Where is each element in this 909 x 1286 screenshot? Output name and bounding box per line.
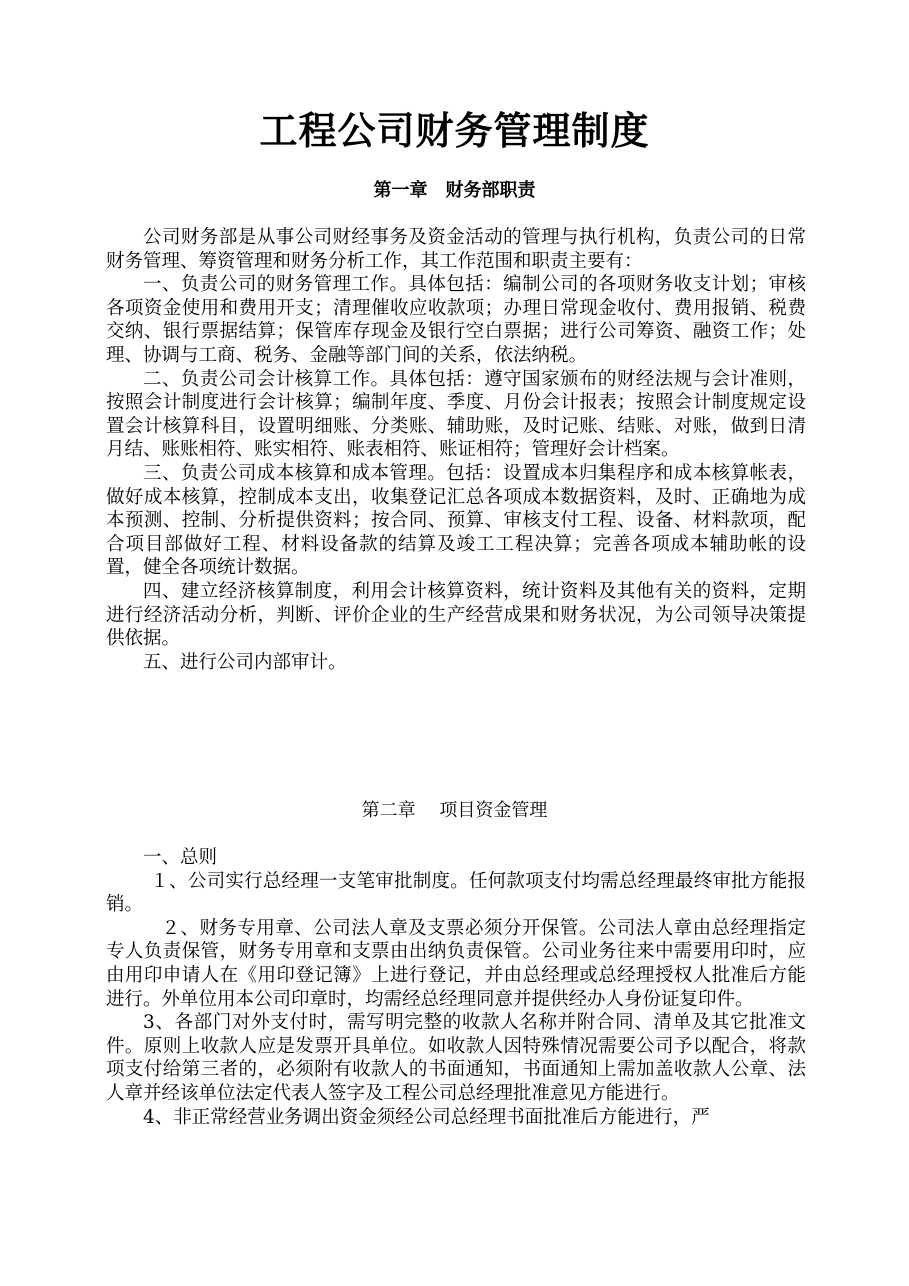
chapter-2-body bbox=[106, 846, 806, 1129]
paragraph: 3、各部门对外支付时，需写明完整的收款人名称并附合同、清单及其它批准文件。原则上收款人应是发票开具单位。如收款人因特殊情况需要公司予以配合，将款项支付给第三者的，必须附有收款人的书面通知，书面通知上需加盖收款人公章、法人章并经该单位法定代表人签字及工程公司总经理批准意见方能进行。 bbox=[106, 1012, 806, 1104]
section-heading: 一、总则 bbox=[143, 847, 218, 868]
paragraph: 一、负责公司的财务管理工作。具体包括：编制公司的各项财务收支计划；审核各项资金使用和费用开支；清理催收应收款项；办理日常现金收付、费用报销、税费交纳、银行票据结算；保管库存现金及银行空白票据；进行公司筹资、融资工作；处理、协调与工商、税务、金融等部门间的关系，依法纳税。 bbox=[106, 274, 806, 366]
paragraph: 五、进行公司内部审计。 bbox=[143, 651, 347, 673]
chapter-1-body bbox=[106, 226, 806, 674]
paragraph: ２、财务专用章、公司法人章及支票必须分开保管。公司法人章由总经理指定专人负责保管，财务专用章和支票由出纳负责保管。公司业务往来中需要用印时，应由用印申请人在《用印登记簿》上进行登记，并由总经理或总经理授权人批准后方能进行。外单位用本公司印章时，均需经总经理同意并提供经办人身份证复印件。 bbox=[106, 917, 806, 1010]
paragraph: 4、非正常经营业务调出资金须经公司总经理书面批准后方能进行，严 bbox=[143, 1106, 710, 1128]
paragraph: 四、建立经济核算制度，利用会计核算资料，统计资料及其他有关的资料，定期进行经济活动分析，判断、评价企业的生产经营成果和财务状况，为公司领导决策提供依据。 bbox=[106, 580, 806, 650]
paragraph: １、公司实行总经理一支笔审批制度。任何款项支付均需总经理最终审批方能报销。 bbox=[106, 870, 806, 916]
paragraph: 公司财务部是从事公司财经事务及资金活动的管理与执行机构，负责公司的日常财务管理、筹资管理和财务分析工作，其工作范围和职责主要有： bbox=[106, 227, 806, 272]
paragraph: 二、负责公司会计核算工作。具体包括：遵守国家颁布的财经法规与会计准则，按照会计制度进行会计核算；编制年度、季度、月份会计报表；按照会计制度规定设置会计核算科目，设置明细账、分类账、辅助账，及时记账、结账、对账，做到日清月结、账账相符、账实相符、账表相符、账证相符；管理好会计档案。 bbox=[106, 368, 806, 461]
document-title: 工程公司财务管理制度 bbox=[259, 108, 650, 153]
paragraph: 三、负责公司成本核算和成本管理。包括：设置成本归集程序和成本核算帐表，做好成本核算，控制成本支出，收集登记汇总各项成本数据资料，及时、正确地为成本预测、控制、分析提供资料；按合同、预算、审核支付工程、设备、材料款项，配合项目部做好工程、材料设备款的结算及竣工工程决算；完善各项成本辅助帐的设置，健全各项统计数据。 bbox=[106, 462, 806, 579]
chapter-2-title: 第二章 项目资金管理 bbox=[361, 800, 548, 821]
chapter-1-title: 第一章 财务部职责 bbox=[373, 180, 536, 201]
